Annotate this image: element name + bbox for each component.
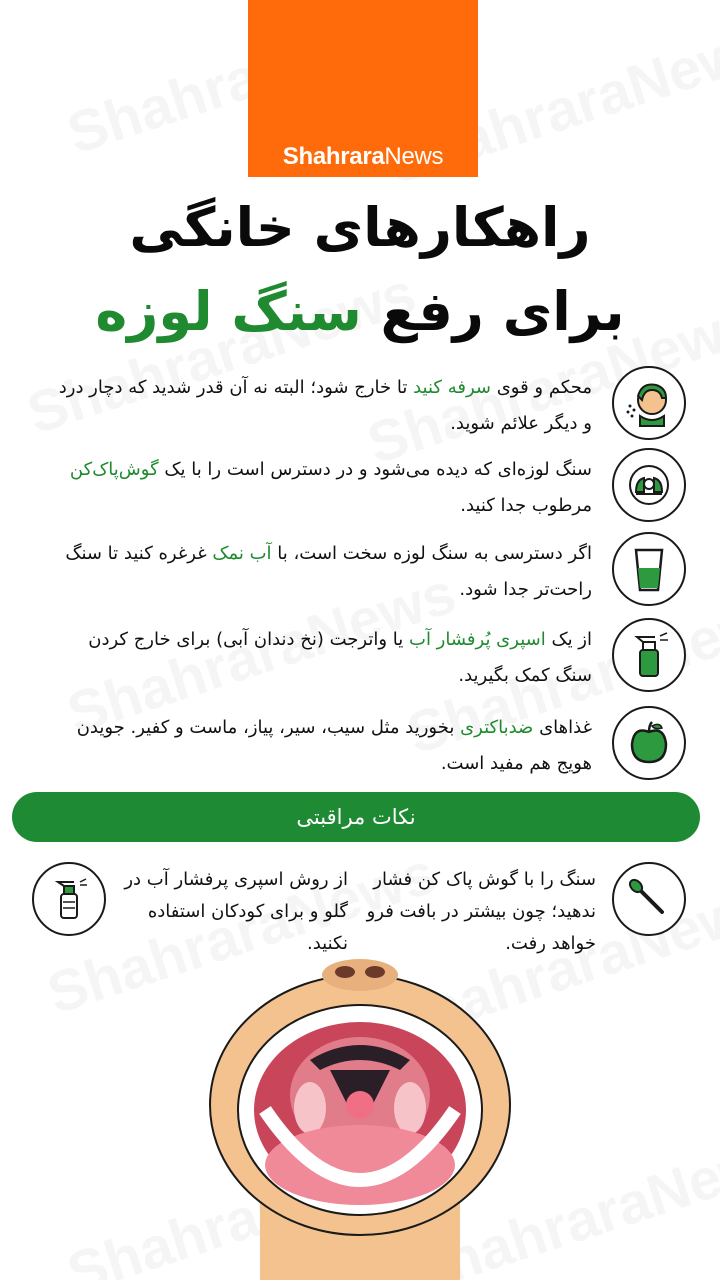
care-item-spray xyxy=(32,862,348,954)
brand-logo xyxy=(248,0,478,177)
tip-text-part: غذاهای xyxy=(533,717,592,738)
tip-item xyxy=(30,618,720,694)
care-item-text: از روش اسپری پرفشار آب در گلو و برای کودکان استفاده نکنید. xyxy=(124,869,348,954)
tip-highlight: سرفه کنید xyxy=(413,377,491,398)
tip-item xyxy=(30,448,720,524)
tip-text-part: از یک xyxy=(545,629,592,650)
tip-text xyxy=(52,710,592,782)
cotton-swab-hand-icon xyxy=(612,448,686,522)
tip-highlight: اسپری پُرفشار آب xyxy=(409,629,546,650)
tip-highlight: ضدباکتری xyxy=(460,717,534,738)
apple-icon xyxy=(612,706,686,780)
tip-highlight: گوش‌پاک‌کن xyxy=(69,459,159,480)
tip-item xyxy=(30,366,720,442)
open-mouth-illustration xyxy=(190,950,530,1280)
tip-text-part: محکم و قوی xyxy=(490,377,592,398)
tip-text xyxy=(52,452,592,524)
tip-text-part: بخورید مثل سیب، سیر، پیاز، ماست و کفیر. جویدن هویج هم مفید است. xyxy=(76,717,592,774)
page-title-line-1: راهکارهای خانگی xyxy=(129,196,591,259)
care-tips-header: نکات مراقبتی xyxy=(12,792,700,842)
salt-water-glass-icon xyxy=(612,532,686,606)
title-highlight: سنگ لوزه xyxy=(95,280,362,343)
cotton-swab-icon xyxy=(612,862,686,936)
tip-text-part: یا واترجت (نخ دندان آبی) برای خارج کردن سنگ کمک بگیرید. xyxy=(88,629,592,686)
coughing-person-icon xyxy=(612,366,686,440)
tip-highlight: آب نمک xyxy=(212,543,272,564)
spray-bottle-icon xyxy=(32,862,106,936)
tip-text-part: تا خارج شود؛ البته نه آن قدر شدید که دچار درد و دیگر علائم شوید. xyxy=(58,377,592,434)
tip-text-part: غرغره کنید تا سنگ راحت‌تر جدا شود. xyxy=(65,543,592,600)
care-item-swab xyxy=(366,862,686,952)
tip-text-part: مرطوب جدا کنید. xyxy=(460,495,592,516)
tip-text xyxy=(52,536,592,608)
tip-text xyxy=(52,370,592,442)
tip-text-part: سنگ لوزه‌ای که دیده می‌شود و در دسترس است را با یک xyxy=(158,459,592,480)
brand-name: ShahraraNews xyxy=(282,143,444,170)
tip-text-part: اگر دسترسی به سنگ لوزه سخت است، با xyxy=(271,543,592,564)
care-item-text: سنگ را با گوش پاک کن فشار ندهید؛ چون بیشتر در بافت فرو خواهد رفت. xyxy=(366,869,596,954)
page-title-line-2: برای رفع سنگ لوزه xyxy=(95,280,625,343)
spray-bottle-icon xyxy=(612,618,686,692)
tip-text xyxy=(52,622,592,694)
tip-item xyxy=(30,532,720,608)
tip-item xyxy=(30,706,720,782)
